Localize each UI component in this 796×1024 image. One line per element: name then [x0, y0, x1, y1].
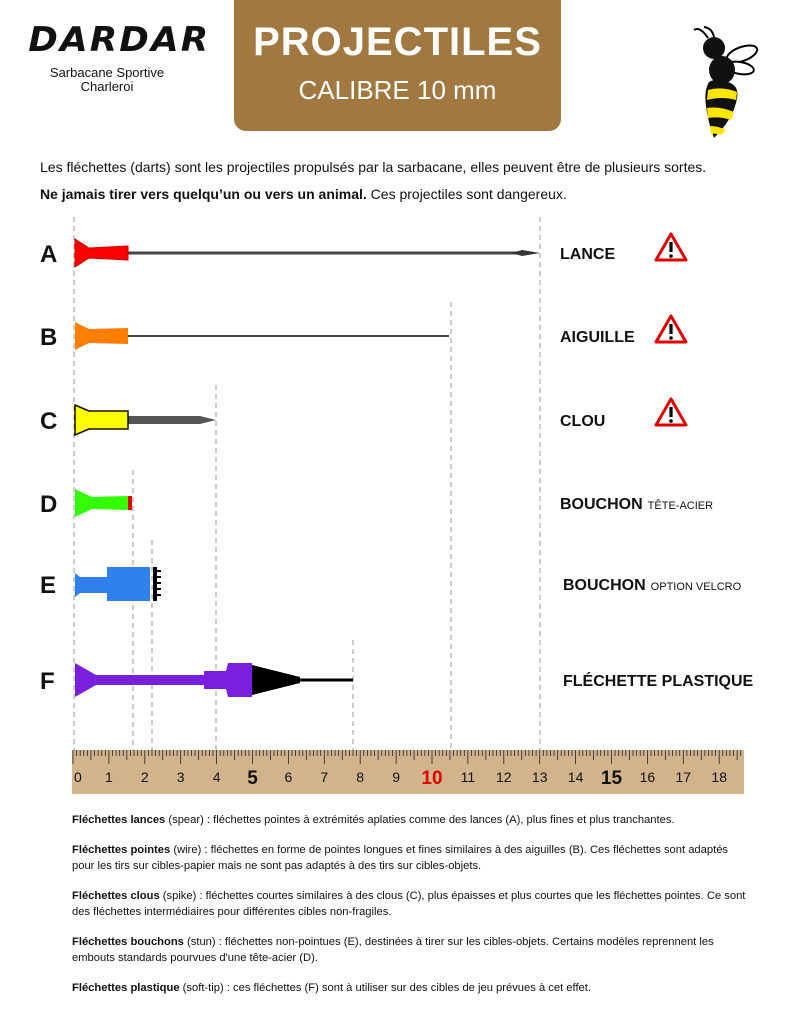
ruler-label: 8	[356, 769, 365, 785]
row-letter-e: E	[40, 572, 57, 599]
note-text: (soft-tip) : ces fléchettes (F) sont à utiliser sur des cibles de jeu prévues à cet effet.	[179, 982, 591, 994]
ruler-label: 9	[392, 769, 400, 785]
ruler-label: 2	[140, 769, 149, 785]
warning-bold: Ne jamais tirer vers quelqu’un ou vers un animal.	[40, 186, 367, 202]
ruler-label: 17	[675, 769, 692, 785]
ruler-label: 5	[247, 768, 258, 789]
logo-name: DARDAR	[28, 20, 211, 60]
dart-f-plastique	[75, 663, 353, 697]
ruler-label: 16	[639, 769, 656, 785]
note-text: (wire) : fléchettes en forme de pointes longues et fines similaires à des aiguilles (B). Ces fléchettes sont adaptés pour les tirs sur cibles-papier mais ne sont pas adaptés à des tirs sur cibles-objets.	[72, 844, 729, 872]
dart-name-c: CLOU	[560, 413, 606, 430]
warning-triangle-icon	[656, 399, 686, 425]
note-text: (spike) : fléchettes courtes similaires à des clous (C), plus épaisses et plus courtes que les fléchettes pointes. Ce sont des fléchettes intermédiaires pour différentes cibles non-fragiles.	[72, 890, 746, 918]
ruler-label: 10	[421, 768, 443, 789]
dart-name-e: BOUCHON OPTION VELCRO	[563, 577, 742, 594]
row-letter-a: A	[40, 241, 58, 268]
intro-line: Les fléchettes (darts) sont les projectiles propulsés par la sarbacane, elles peuvent être de plusieurs sortes.	[40, 159, 707, 175]
note-term: Fléchettes bouchons	[72, 936, 184, 948]
ruler-label: 6	[284, 769, 293, 785]
ruler	[72, 750, 744, 794]
warning-triangle-icon	[656, 234, 686, 260]
ruler-label: 12	[496, 769, 512, 785]
page-subtitle: CALIBRE 10 mm	[298, 75, 497, 105]
ruler-label: 18	[711, 769, 727, 785]
ruler-label: 7	[320, 769, 329, 785]
note-paragraph	[72, 980, 752, 996]
ruler-label: 11	[460, 769, 476, 785]
ruler-label: 3	[176, 769, 185, 785]
darts-diagram	[0, 215, 796, 795]
note-paragraph	[72, 934, 752, 966]
dart-name-suffix: TÊTE-ACIER	[647, 500, 714, 512]
ruler-label: 4	[212, 769, 221, 785]
note-term: Fléchettes clous	[72, 890, 160, 902]
note-paragraph	[72, 812, 752, 828]
dart-name-b: AIGUILLE	[560, 329, 635, 346]
dart-name-suffix: OPTION VELCRO	[650, 581, 742, 593]
warning-line	[40, 181, 780, 208]
logo-subtitle-1: Sarbacane Sportive	[49, 65, 165, 80]
intro-text	[40, 154, 780, 208]
note-text: (spear) : fléchettes pointes à extrémités aplaties comme des lances (A), plus fines et plus tranchantes.	[165, 814, 675, 826]
logo-subtitle-2: Charleroi	[80, 79, 134, 94]
dart-name-a: LANCE	[560, 246, 616, 263]
notes-section	[72, 812, 752, 1010]
warning-triangle-icon	[656, 316, 686, 342]
page-title: PROJECTILES	[253, 20, 542, 64]
dart-d-bouchon	[75, 489, 132, 517]
dart-name-d: BOUCHON TÊTE-ACIER	[560, 496, 714, 513]
note-term: Fléchettes pointes	[72, 844, 171, 856]
note-paragraph	[72, 842, 752, 874]
dart-b-aiguille	[75, 322, 449, 350]
ruler-label: 1	[105, 769, 113, 785]
dart-name-f: FLÉCHETTE PLASTIQUE	[563, 673, 754, 690]
title-banner	[234, 0, 561, 131]
guide-lines	[74, 217, 540, 755]
club-logo	[28, 20, 211, 94]
dart-c-clou	[75, 405, 216, 435]
row-letter-b: B	[40, 324, 58, 351]
dart-a-lance	[75, 239, 540, 267]
row-letter-f: F	[40, 668, 55, 695]
warning-rest: Ces projectiles sont dangereux.	[366, 186, 567, 202]
wasp-icon	[690, 26, 760, 144]
note-term: Fléchettes lances	[72, 814, 166, 826]
ruler-label: 13	[531, 769, 548, 785]
ruler-label: 14	[567, 769, 584, 785]
note-paragraph	[72, 888, 752, 920]
note-text: (stun) : fléchettes non-pointues (E), destinées à tirer sur les cibles-objets. Certains modèles reprennent les embouts standards pourvues d'une tête-acier (D).	[72, 936, 714, 964]
dart-e-velcro	[75, 567, 161, 601]
ruler-label: 0	[74, 769, 82, 785]
row-letter-d: D	[40, 491, 58, 518]
ruler-label: 15	[600, 768, 623, 789]
note-term: Fléchettes plastique	[72, 982, 180, 994]
row-letter-c: C	[40, 408, 58, 435]
